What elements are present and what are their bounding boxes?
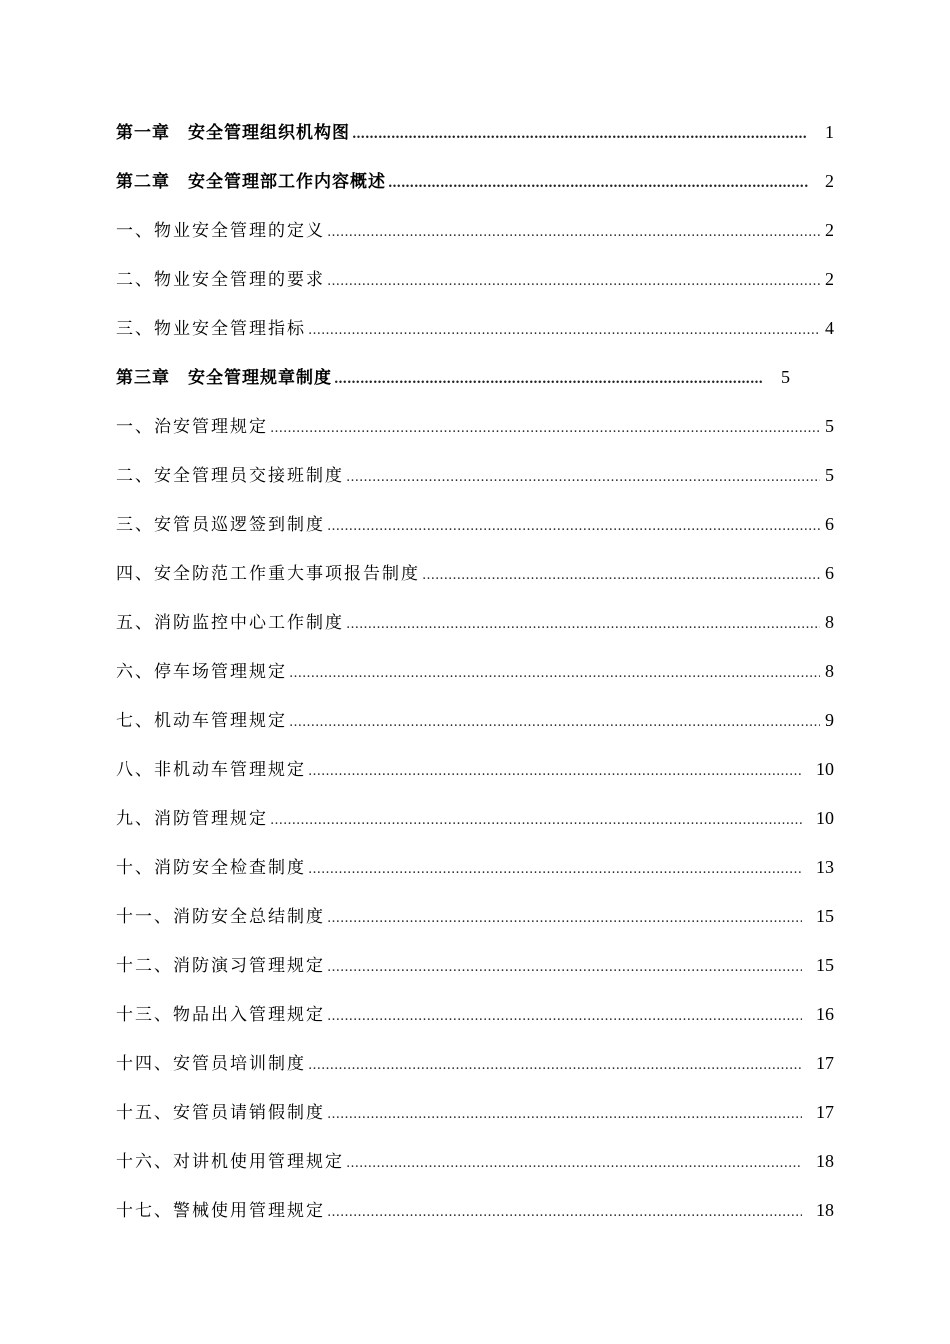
toc-entry-page: 1	[825, 122, 834, 142]
toc-entry-page: 5	[781, 367, 790, 387]
toc-entry-title: 十三、物品出入管理规定	[116, 1005, 325, 1025]
toc-entry-title: 二、物业安全管理的要求	[116, 270, 325, 290]
toc-entry-section[interactable]	[116, 1088, 834, 1137]
toc-entry-page: 6	[825, 514, 834, 534]
toc-entry-title: 三、物业安全管理指标	[116, 319, 306, 339]
toc-entry-section[interactable]	[116, 794, 834, 843]
toc-entry-title: 十一、消防安全总结制度	[116, 907, 325, 927]
toc-entry-page: 10	[816, 759, 834, 779]
toc-entry-page: 18	[816, 1151, 834, 1171]
toc-dot-leader	[289, 698, 820, 745]
toc-entry-section[interactable]	[116, 696, 834, 745]
toc-entry-title: 十二、消防演习管理规定	[116, 956, 325, 976]
toc-dot-leader	[327, 992, 802, 1039]
toc-dot-leader	[352, 110, 808, 157]
toc-entry-title: 十四、安管员培训制度	[116, 1054, 306, 1074]
toc-dot-leader	[270, 796, 802, 843]
toc-entry-page: 15	[816, 906, 834, 926]
toc-dot-leader	[289, 649, 820, 696]
toc-entry-chapter-2[interactable]	[116, 157, 834, 206]
toc-entry-section[interactable]	[116, 647, 834, 696]
toc-entry-section[interactable]	[116, 745, 834, 794]
toc-entry-title: 四、安全防范工作重大事项报告制度	[116, 564, 420, 584]
toc-dot-leader	[327, 257, 820, 304]
toc-entry-page: 8	[825, 661, 834, 681]
toc-entry-page: 13	[816, 857, 834, 877]
toc-entry-page: 2	[825, 269, 834, 289]
toc-entry-section[interactable]	[116, 1186, 834, 1235]
toc-entry-title: 二、安全管理员交接班制度	[116, 466, 344, 486]
toc-entry-title: 第一章 安全管理组织机构图	[116, 123, 350, 143]
toc-entry-section[interactable]	[116, 206, 834, 255]
toc-entry-title: 三、安管员巡逻签到制度	[116, 515, 325, 535]
toc-dot-leader	[327, 502, 820, 549]
toc-dot-leader	[346, 600, 820, 647]
toc-entry-title: 一、物业安全管理的定义	[116, 221, 325, 241]
toc-entry-page: 9	[825, 710, 834, 730]
toc-entry-title: 第三章 安全管理规章制度	[116, 368, 332, 388]
toc-dot-leader	[327, 894, 802, 941]
toc-entry-title: 五、消防监控中心工作制度	[116, 613, 344, 633]
toc-entry-title: 第二章 安全管理部工作内容概述	[116, 172, 386, 192]
toc-dot-leader	[327, 943, 802, 990]
toc-entry-title: 七、机动车管理规定	[116, 711, 287, 731]
toc-dot-leader	[327, 1090, 802, 1137]
toc-entry-chapter-1[interactable]	[116, 108, 834, 157]
toc-entry-page: 16	[816, 1004, 834, 1024]
toc-entry-chapter-3[interactable]	[116, 353, 834, 402]
toc-entry-page: 10	[816, 808, 834, 828]
toc-entry-section[interactable]	[116, 598, 834, 647]
toc-dot-leader	[327, 1188, 802, 1235]
toc-entry-section[interactable]	[116, 941, 834, 990]
toc-entry-title: 九、消防管理规定	[116, 809, 268, 829]
toc-entry-title: 八、非机动车管理规定	[116, 760, 306, 780]
toc-entry-page: 2	[825, 171, 834, 191]
toc-entry-page: 17	[816, 1102, 834, 1122]
toc-entry-section[interactable]	[116, 1137, 834, 1186]
toc-entry-page: 2	[825, 220, 834, 240]
toc-dot-leader	[346, 453, 820, 500]
toc-entry-page: 8	[825, 612, 834, 632]
toc-dot-leader	[308, 747, 802, 794]
toc-entry-title: 十六、对讲机使用管理规定	[116, 1152, 344, 1172]
toc-dot-leader	[327, 208, 820, 255]
toc-entry-page: 15	[816, 955, 834, 975]
toc-entry-title: 十、消防安全检查制度	[116, 858, 306, 878]
toc-entry-section[interactable]	[116, 255, 834, 304]
toc-dot-leader	[270, 404, 820, 451]
toc-entry-section[interactable]	[116, 402, 834, 451]
toc-entry-title: 六、停车场管理规定	[116, 662, 287, 682]
toc-dot-leader	[388, 159, 808, 206]
toc-dot-leader	[422, 551, 820, 598]
table-of-contents	[116, 108, 834, 1235]
toc-dot-leader	[308, 1041, 802, 1088]
toc-entry-page: 5	[825, 416, 834, 436]
toc-entry-page: 18	[816, 1200, 834, 1220]
toc-entry-title: 十五、安管员请销假制度	[116, 1103, 325, 1123]
toc-entry-section[interactable]	[116, 500, 834, 549]
toc-entry-section[interactable]	[116, 304, 834, 353]
toc-entry-section[interactable]	[116, 549, 834, 598]
toc-dot-leader	[308, 845, 802, 892]
toc-entry-page: 17	[816, 1053, 834, 1073]
toc-entry-title: 十七、警械使用管理规定	[116, 1201, 325, 1221]
toc-entry-page: 5	[825, 465, 834, 485]
toc-entry-section[interactable]	[116, 990, 834, 1039]
toc-entry-title: 一、治安管理规定	[116, 417, 268, 437]
toc-entry-section[interactable]	[116, 892, 834, 941]
toc-dot-leader	[346, 1139, 802, 1186]
toc-entry-section[interactable]	[116, 843, 834, 892]
toc-entry-section[interactable]	[116, 451, 834, 500]
toc-entry-page: 4	[825, 318, 834, 338]
toc-entry-section[interactable]	[116, 1039, 834, 1088]
toc-dot-leader	[308, 306, 820, 353]
toc-entry-page: 6	[825, 563, 834, 583]
toc-dot-leader	[334, 355, 764, 402]
